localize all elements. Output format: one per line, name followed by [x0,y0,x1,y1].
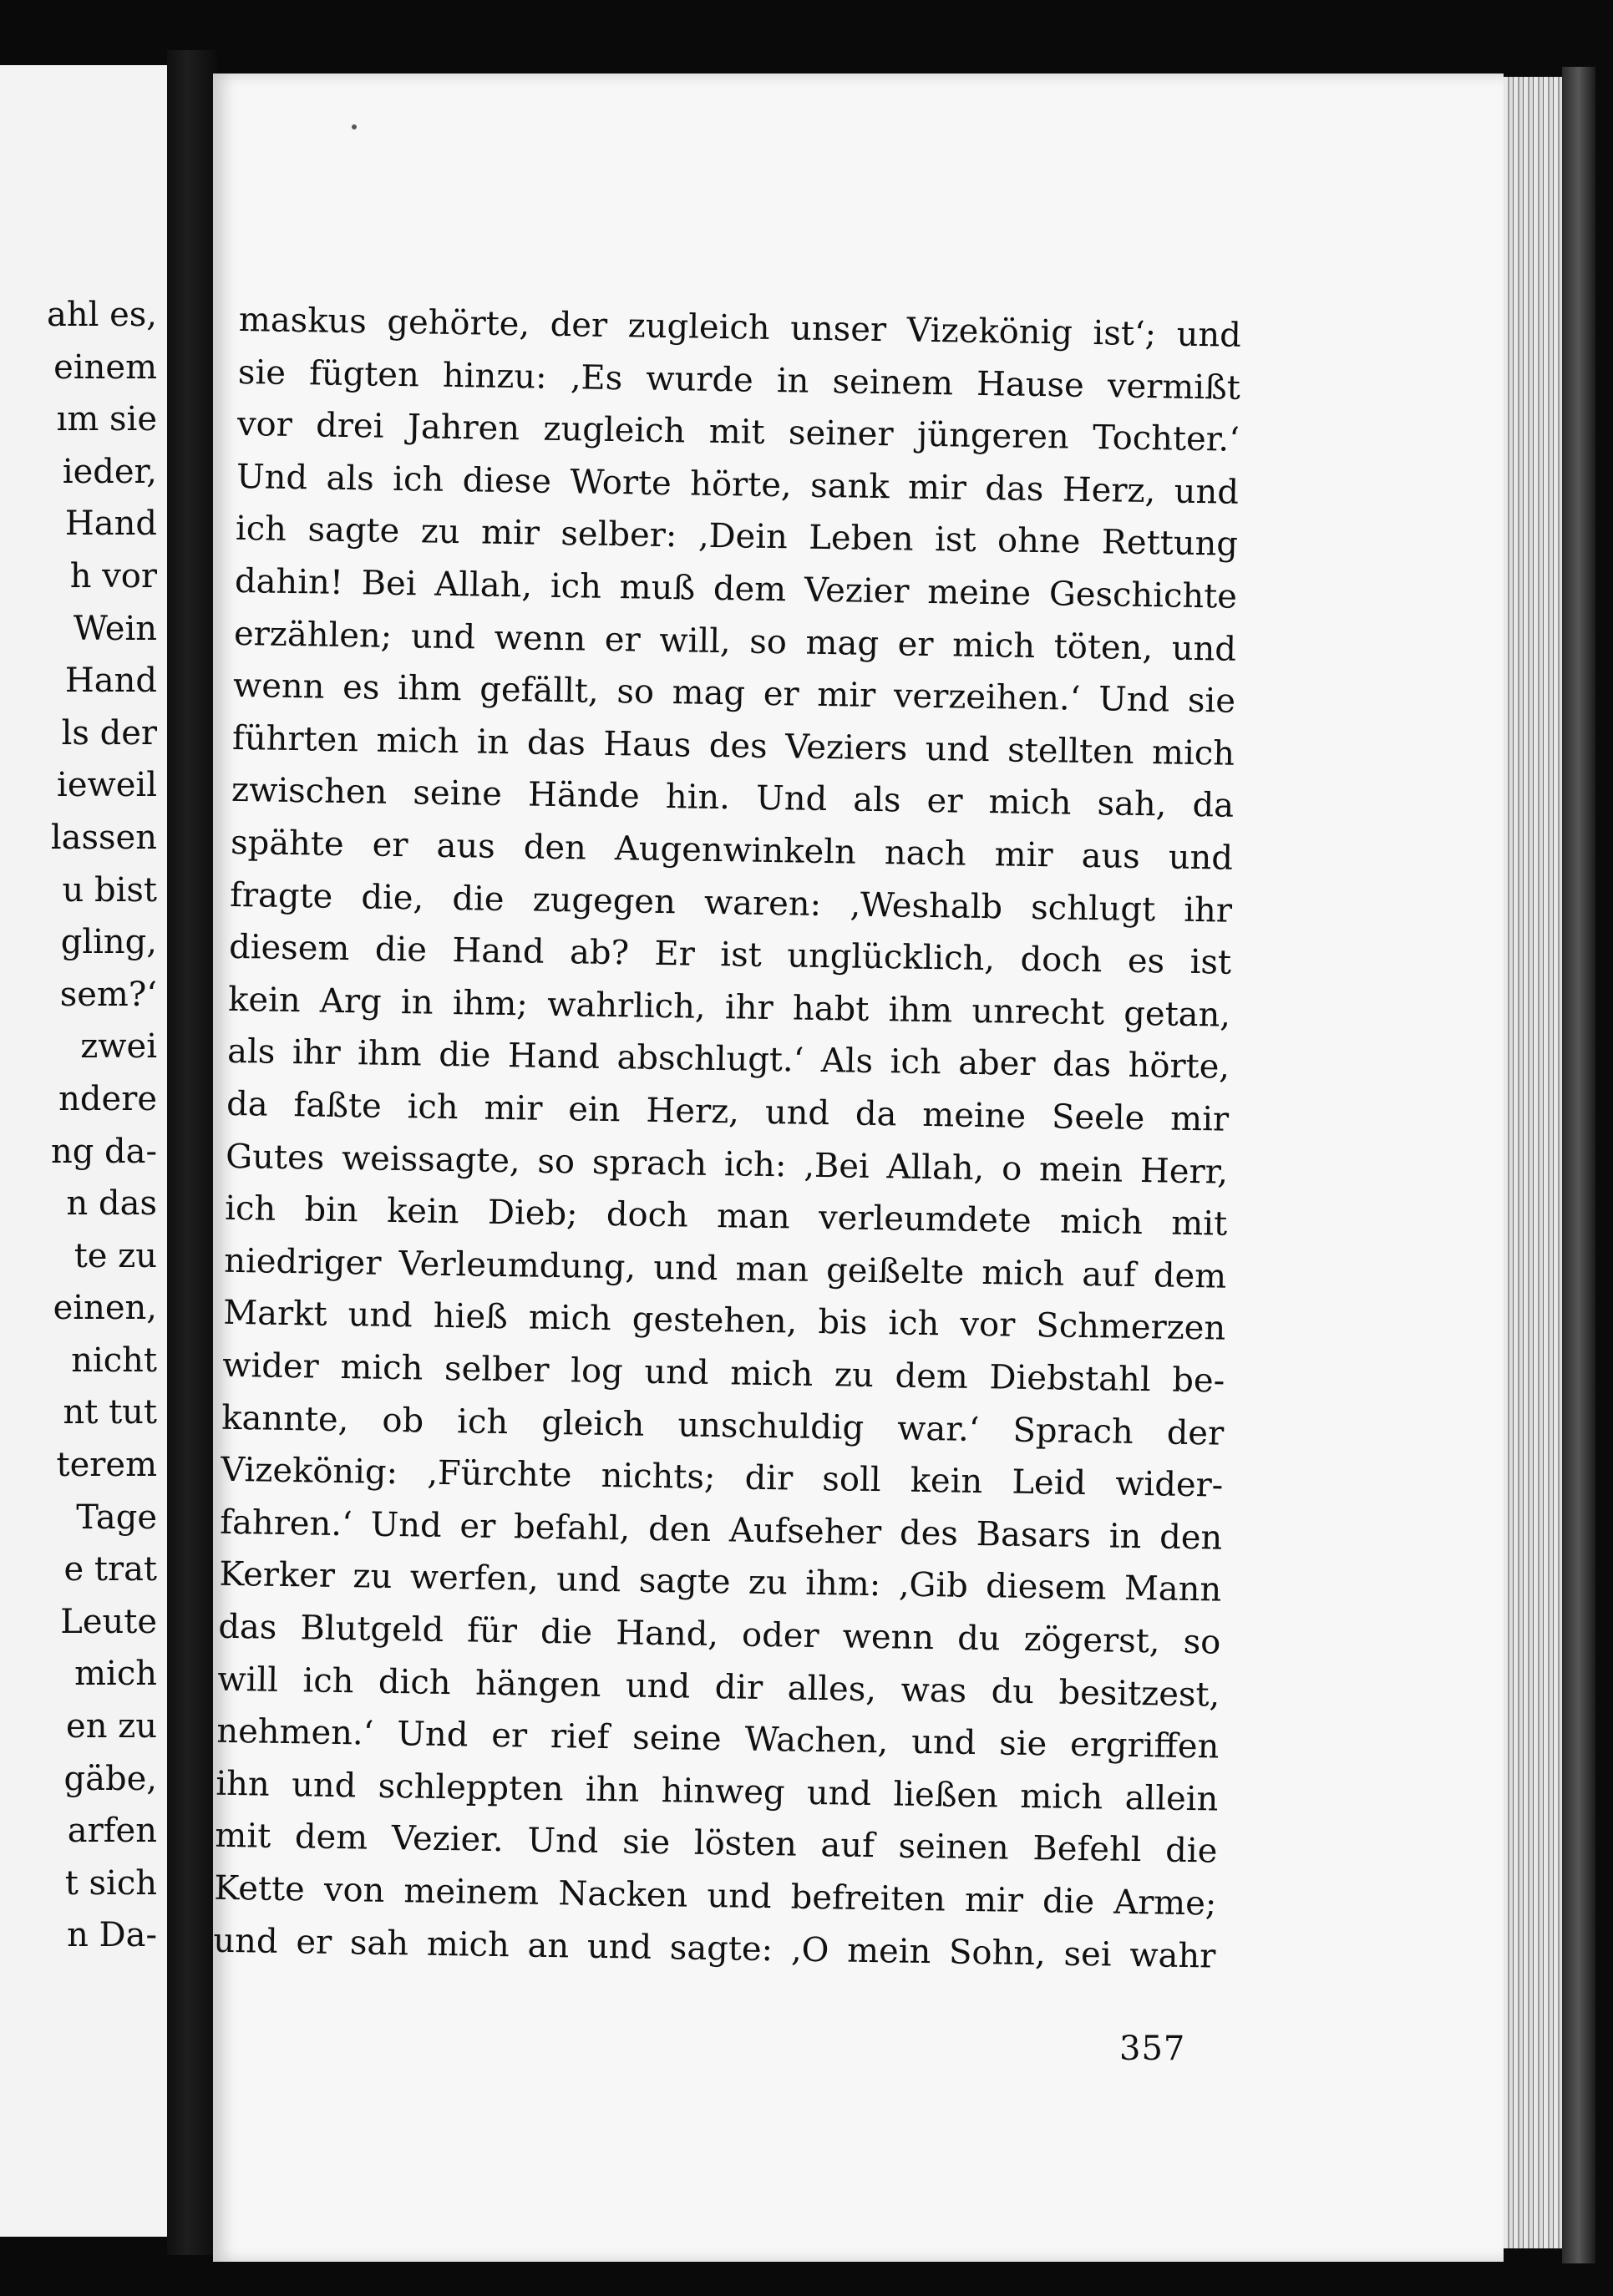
left-text-line: mich [74,1655,157,1694]
left-text-line: te zu [74,1236,157,1275]
left-text-line: ndere [58,1079,157,1118]
text-line: da faßte ich mir ein Herz, und da meine Seele mir [226,1084,1230,1139]
left-text-line: e trat [63,1550,157,1589]
text-line: wider mich selber log und mich zu dem Diebstahl be- [221,1346,1225,1401]
left-text-line: Wein [73,609,157,648]
text-line: nehmen.‘ Und er rief seine Wachen, und sie ergriffen [216,1711,1220,1766]
left-page [0,65,167,2237]
text-line: wenn es ihm gefällt, so mag er mir verzeihen.‘ Und sie [232,666,1236,721]
left-text-line: ım sie [56,400,157,439]
left-text-line: lassen [50,818,157,857]
left-text-line: Tage [76,1498,157,1537]
left-text-line: ieder, [62,452,157,491]
left-text-line: u bist [62,870,157,910]
text-line: dahin! Bei Allah, ich muß dem Vezier meine Geschichte [234,561,1238,616]
left-page-text [47,289,157,1962]
text-line: erzählen; und wenn er will, so mag er mich töten, und [233,614,1237,669]
left-text-line: nicht [71,1341,157,1380]
left-text-line: ng da- [50,1132,157,1171]
text-line: mit dem Vezier. Und sie lösten auf seinen Befehl die [215,1817,1218,1871]
text-line: als ihr ihm die Hand abschlugt.‘ Als ich aber das hörte, [226,1032,1230,1087]
text-line: ihn und schleppten ihn hinweg und ließen mich allein [216,1764,1219,1819]
text-line: fragte die, die zugegen waren: ‚Weshalb schlugt ihr [229,875,1233,930]
text-line: Gutes weissagte, so sprach ich: ‚Bei Allah, o mein Herr, [225,1137,1229,1192]
text-line: zwischen seine Hände hin. Und als er mich sah, da [231,771,1235,826]
book-cover-edge [1562,67,1595,2263]
text-line: vor drei Jahren zugleich mit seiner jüngeren Tochter.‘ [236,405,1240,459]
text-line: diesem die Hand ab? Er ist unglücklich, doch es ist [228,928,1232,982]
left-text-line: einem [53,347,157,387]
text-line: sie fügten hinzu: ‚Es wurde in seinem Hause vermißt [237,352,1241,408]
text-line: fahren.‘ Und er befahl, den Aufseher des Basars in den [220,1503,1223,1558]
text-line: kannte, ob ich gleich unschuldig war.‘ Sprach der [221,1398,1225,1453]
left-text-line: ahl es, [46,296,157,334]
paper-speck [352,124,357,129]
left-text-line: ieweil [57,766,157,805]
text-line: Und als ich diese Worte hörte, sank mir das Herz, und [236,457,1240,512]
text-line: kein Arg in ihm; wahrlich, ihr habt ihm unrecht getan, [227,980,1231,1035]
text-line: das Blutgeld für die Hand, oder wenn du zögerst, so [218,1607,1221,1662]
left-text-line: n Da- [67,1916,157,1955]
text-line: maskus gehörte, der zugleich unser Vizekönig ist‘; und [238,300,1242,355]
text-line: will ich dich hängen und dir alles, was du besitzest, [217,1660,1220,1715]
left-text-line: nt tut [63,1393,157,1432]
left-text-line: h vor [69,556,157,596]
left-text-line: Hand [64,504,157,544]
left-text-line: gling, [60,923,157,962]
left-text-line: gäbe, [63,1759,157,1798]
page-edges [1504,77,1562,2248]
text-line: spähte er aus den Augenwinkeln nach mir aus und [230,823,1234,878]
text-line: niedriger Verleumdung, und man geißelte mich auf dem [223,1241,1227,1296]
left-text-line: arfen [67,1812,157,1851]
text-line: Vizekönig: ‚Fürchte nichts; dir soll kein Leid wider- [220,1450,1224,1505]
left-text-line: Leute [60,1602,157,1641]
left-text-line: zwei [80,1027,157,1067]
left-text-line: t sich [64,1863,157,1903]
left-text-line: n das [66,1184,157,1224]
text-line: und er sah mich an und sagte: ‚O mein Sohn, sei wahr [213,1921,1216,1976]
text-line: Markt und hieß mich gestehen, bis ich vor Schmerzen [222,1294,1226,1349]
text-line: ich sagte zu mir selber: ‚Dein Leben ist ohne Rettung [235,509,1239,565]
text-line: Kette von meinem Nacken und befreiten mir die Arme; [214,1868,1217,1923]
text-line: führten mich in das Haus des Veziers und stellten mich [231,718,1235,773]
right-page-text [213,0,1296,1976]
book-gutter [167,50,217,2255]
text-line: Kerker zu werfen, und sagte zu ihm: ‚Gib diesem Mann [219,1555,1222,1610]
left-text-line: einen, [53,1289,157,1328]
page-number: 357 [1119,2030,1186,2068]
left-text-line: en zu [66,1707,157,1746]
left-text-line: ls der [61,713,157,753]
text-line: ich bin kein Dieb; doch man verleumdete mich mit [224,1189,1228,1244]
left-text-line: sem?‘ [59,975,157,1014]
left-text-line: Hand [64,661,157,701]
left-text-line: terem [56,1446,157,1485]
